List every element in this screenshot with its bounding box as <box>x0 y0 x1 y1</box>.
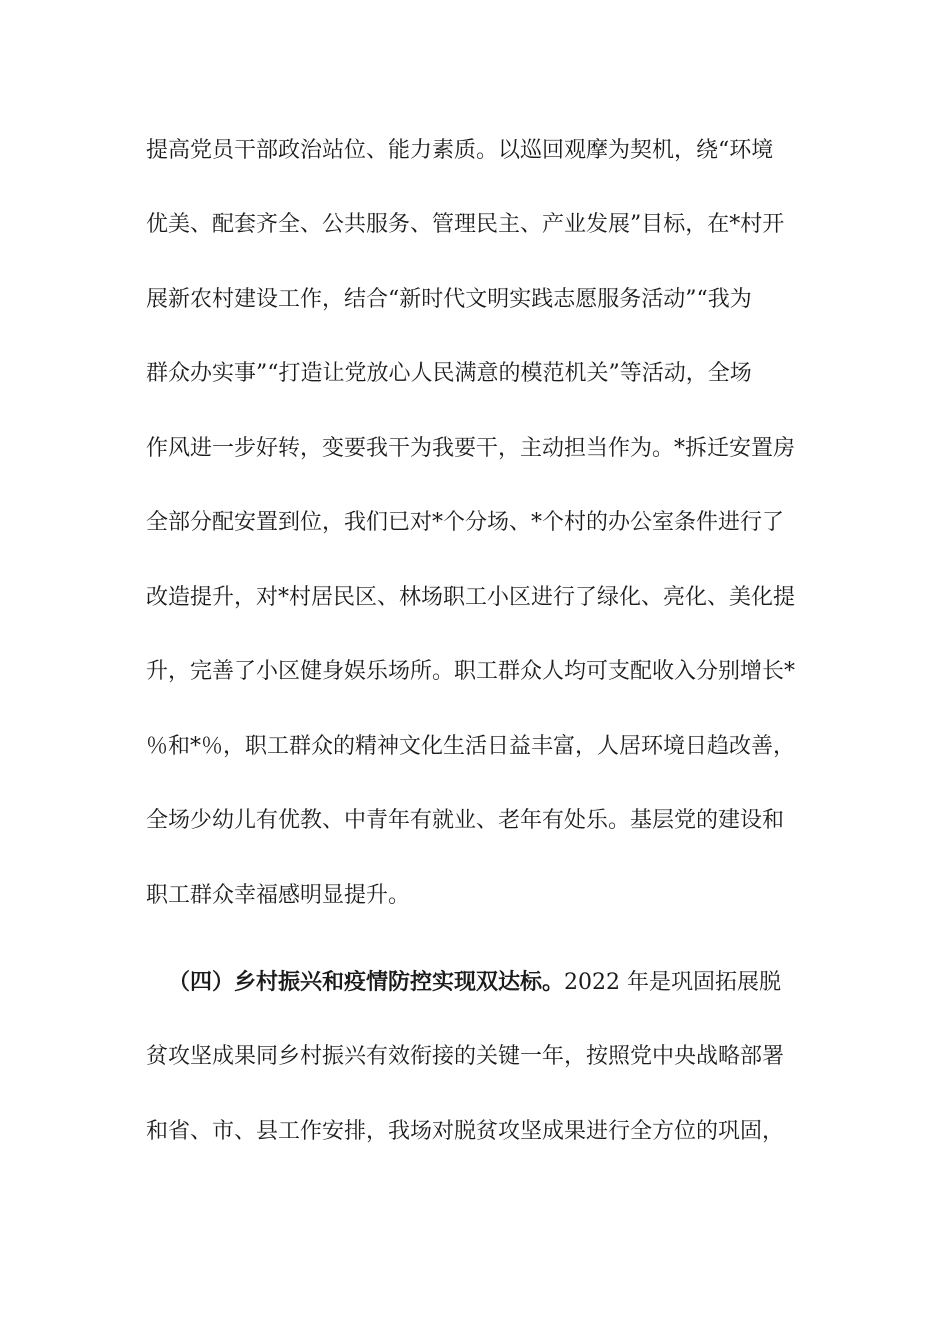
paragraph-line-7: 改造提升，对*村居民区、林场职工小区进行了绿化、亮化、美化提 <box>146 585 796 610</box>
paragraph-line-6: 全部分配安置到位，我们已对*个分场、*个村的办公室条件进行了 <box>146 510 785 535</box>
paragraph-line-1: 提高党员干部政治站位、能力素质。以巡回观摩为契机，绕“环境 <box>146 138 774 163</box>
paragraph-line-5: 作风进一步好转，变要我干为我要干，主动担当作为。*拆迁安置房 <box>146 436 796 461</box>
paragraph-line-11: 职工群众幸福感明显提升。 <box>146 883 411 908</box>
paragraph-line-10: 全场少幼儿有优教、中青年有就业、老年有处乐。基层党的建设和 <box>146 808 785 833</box>
section-line-3: 和省、市、县工作安排，我场对脱贫攻坚成果进行全方位的巩固， <box>146 1119 785 1144</box>
paragraph-line-2: 优美、配套齐全、公共服务、管理民主、产业发展”目标，在*村开 <box>146 212 785 237</box>
section-text-start: 2022 年是巩固拓展脱 <box>564 970 781 995</box>
paragraph-line-3: 展新农村建设工作，结合“新时代文明实践志愿服务活动”“我为 <box>146 287 752 312</box>
section-first-line <box>168 963 838 1003</box>
paragraph-line-4: 群众办实事”“打造让党放心人民满意的模范机关”等活动，全场 <box>146 361 752 386</box>
section-line-2: 贫攻坚成果同乡村振兴有效衔接的关键一年，按照党中央战略部署 <box>146 1044 785 1069</box>
paragraph-line-8: 升，完善了小区健身娱乐场所。职工群众人均可支配收入分别增长* <box>146 659 796 684</box>
section-heading: （四）乡村振兴和疫情防控实现双达标。 <box>168 970 565 995</box>
paragraph-line-9: ％和*％，职工群众的精神文化生活日益丰富，人居环境日趋改善， <box>146 734 796 759</box>
